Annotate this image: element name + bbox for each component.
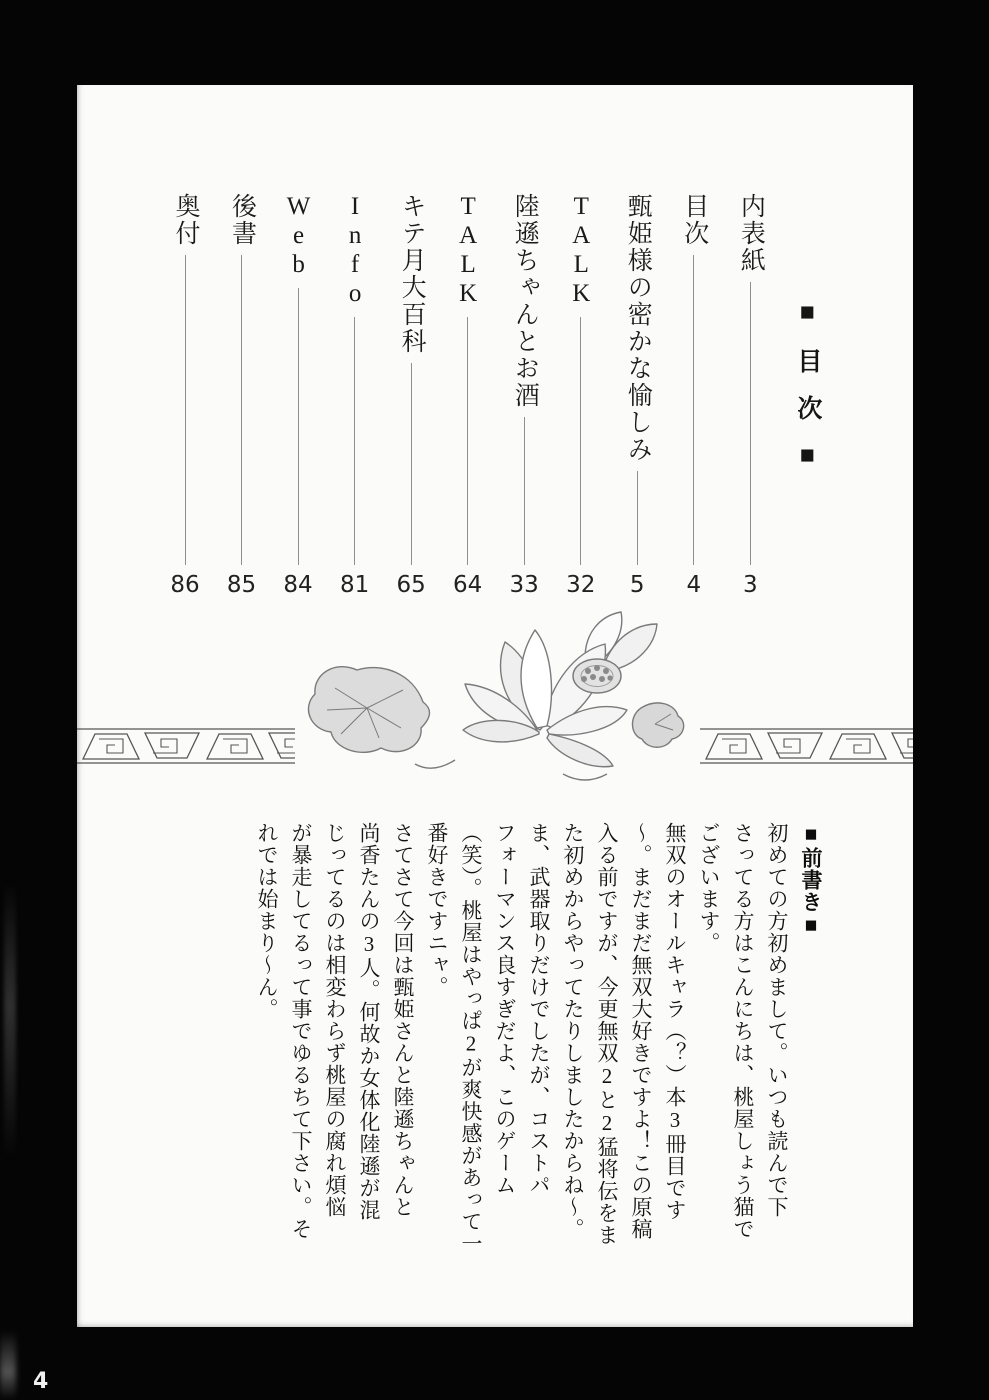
- foreword-line: さってる方はこんにちは、桃屋しょう猫で: [731, 822, 755, 1240]
- toc-entry-label: TALK: [454, 193, 482, 309]
- toc-leader-line: [241, 255, 242, 565]
- toc-entry-label: 目次: [680, 193, 708, 247]
- foreword-line: フォーマンス良すぎだよ、このゲーム: [493, 822, 517, 1196]
- toc-page-number: 84: [283, 572, 313, 598]
- toc-entry-label: TALK: [567, 193, 595, 309]
- toc-entry: [507, 193, 541, 597]
- foreword-line: じってるのは相変わらず桃屋の腐れ煩悩: [323, 822, 347, 1218]
- toc-leader-line: [637, 471, 638, 565]
- toc-page-number: 5: [629, 572, 645, 598]
- toc-entry-label: 後書: [228, 193, 256, 247]
- foreword-line: が暴走してるって事でゆるちて下さい。そ: [289, 822, 313, 1240]
- doujin-page: [77, 85, 913, 1327]
- foreword-line: さてさて今回は甄姫さんと陸遜ちゃんと: [391, 822, 415, 1218]
- toc-title: ■目次■: [793, 299, 821, 491]
- toc-entry: [225, 193, 259, 597]
- toc-entry-label: Web: [285, 193, 313, 280]
- toc-page-number: 32: [566, 572, 596, 598]
- foreword-line: 無双のオールキャラ（？）本3冊目です: [663, 822, 687, 1221]
- table-of-contents: [168, 193, 824, 597]
- foreword-heading: ■前書き■: [799, 822, 823, 938]
- toc-entry: [168, 193, 202, 597]
- foreword-section: [228, 822, 828, 1254]
- meander-border-left: [77, 727, 295, 765]
- toc-page-number: 65: [396, 572, 426, 598]
- toc-page-number: 4: [686, 572, 702, 598]
- toc-entry-label: キテ月大百科: [398, 193, 426, 355]
- toc-leader-line: [524, 417, 525, 565]
- scan-artifact: [0, 1330, 16, 1400]
- foreword-line: た初めからやってたりしましたからね～。: [561, 822, 585, 1240]
- scan-artifact: [4, 880, 16, 1160]
- toc-leader-line: [354, 317, 355, 565]
- foreword-line: ま、武器取りだけでしたが、コストパ: [527, 822, 551, 1196]
- toc-entry: [677, 193, 711, 597]
- toc-entry-label: 内表紙: [737, 193, 765, 274]
- toc-entry-label: 陸遜ちゃんとお酒: [511, 193, 539, 409]
- toc-leader-line: [411, 363, 412, 565]
- toc-entry-label: Info: [341, 193, 369, 309]
- toc-page-number: 85: [226, 572, 257, 598]
- toc-entry: [451, 193, 485, 597]
- toc-entry-label: 甄姫様の密かな愉しみ: [624, 193, 652, 463]
- meander-border-right: [700, 727, 913, 765]
- lotus-flower-ornament: [305, 610, 690, 802]
- toc-entry: [564, 193, 598, 597]
- toc-entry: [281, 193, 315, 597]
- toc-entry: [733, 193, 767, 597]
- toc-entry: [620, 193, 654, 597]
- foreword-line: （笑）。桃屋はやっぱ2が爽快感があって一: [459, 822, 483, 1255]
- toc-page-number: 3: [742, 572, 758, 598]
- toc-entry: [338, 193, 372, 597]
- foreword-line: 入る前ですが、今更無双2と2猛将伝をま: [595, 822, 619, 1246]
- toc-page-number: 64: [453, 572, 483, 598]
- page-number-corner: 4: [33, 1369, 49, 1394]
- toc-leader-line: [580, 317, 581, 565]
- toc-leader-line: [693, 255, 694, 565]
- toc-leader-line: [298, 288, 299, 565]
- toc-leader-line: [750, 282, 751, 565]
- toc-leader-line: [185, 255, 186, 565]
- toc-entry: [394, 193, 428, 597]
- foreword-line: 初めての方初めまして。いつも読んで下: [765, 822, 789, 1218]
- toc-leader-line: [467, 317, 468, 565]
- foreword-line: 番好きですニャ。: [425, 822, 449, 998]
- foreword-line: 尚香たんの3人。何故か女体化陸遜が混: [357, 822, 381, 1221]
- toc-page-number: 86: [170, 572, 200, 598]
- toc-entry-label: 奥付: [172, 193, 199, 247]
- foreword-line: れでは始まり～ん。: [255, 822, 279, 1020]
- toc-page-number: 81: [339, 572, 370, 598]
- foreword-line: ～。まだまだ無双大好きですよ！この原稿: [629, 822, 653, 1240]
- foreword-line: ございます。: [697, 822, 721, 954]
- toc-page-number: 33: [509, 572, 539, 598]
